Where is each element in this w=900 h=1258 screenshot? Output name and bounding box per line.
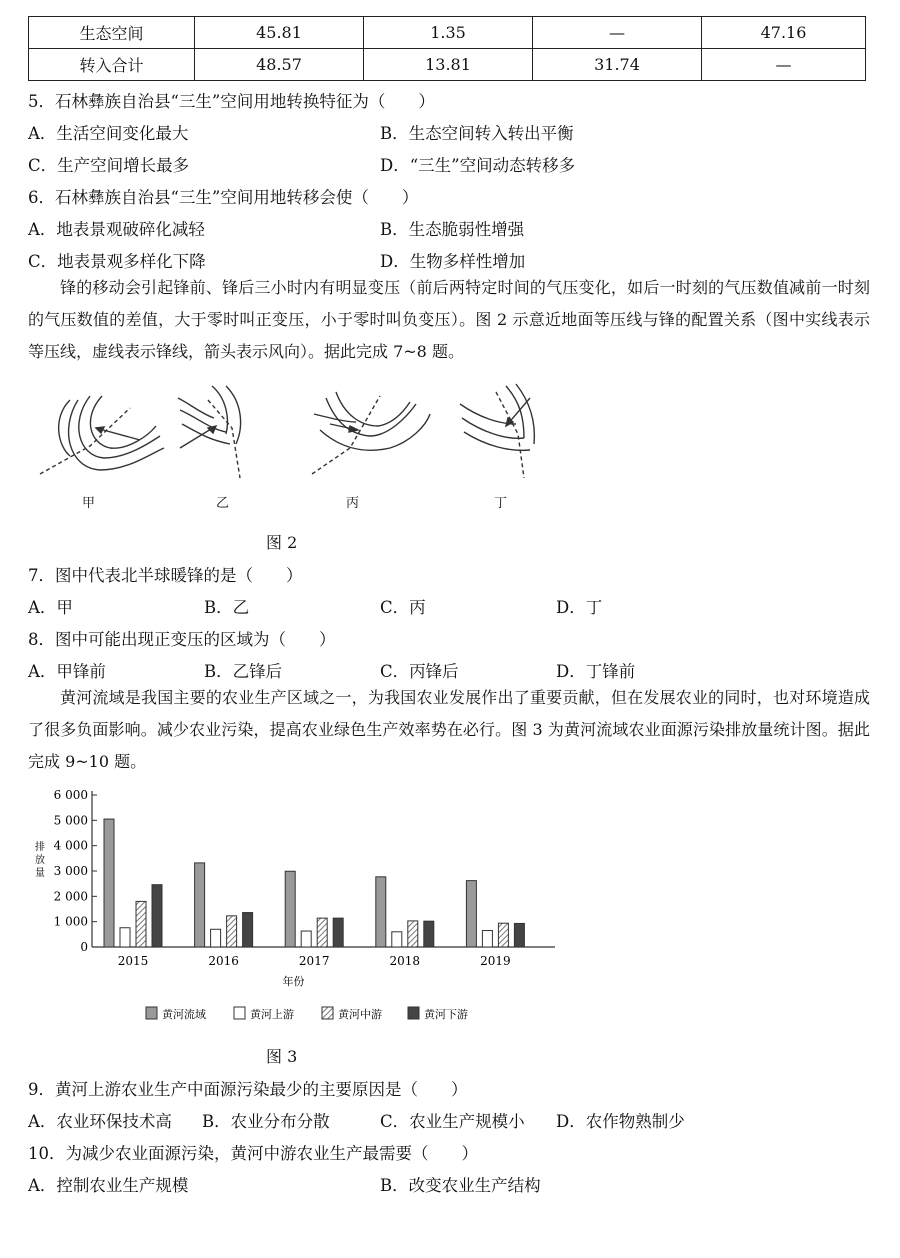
table-cell: 47.16	[702, 17, 866, 49]
land-transfer-table	[28, 16, 866, 81]
panel-bing-diagram	[312, 392, 430, 474]
table-row	[29, 49, 866, 81]
question-7-option-c[interactable]: C．丙	[380, 598, 426, 617]
question-6-option-a[interactable]: A．地表景观破碎化减轻	[28, 220, 205, 239]
legend-label: 黄河下游	[424, 1008, 468, 1021]
legend-label: 黄河中游	[338, 1008, 382, 1021]
bar-黄河上游-2016	[211, 929, 221, 947]
question-10-option-a[interactable]: A．控制农业生产规模	[28, 1176, 189, 1195]
table-cell: —	[702, 49, 866, 81]
question-9-option-c[interactable]: C．农业生产规模小	[380, 1112, 525, 1131]
legend-swatch	[322, 1007, 333, 1019]
passage-front-pressure: 锋的移动会引起锋前、锋后三小时内有明显变压（前后两特定时间的气压变化，如后一时刻的气压数值减前一时刻的气压数值的差值，大于零时叫正变压，小于零时叫负变压）。图 2 示意近地面等压线与锋的配置关系（图中实线表示等压线，虚线表示锋线，箭头表示风向）。据此完成 7~8 题。	[28, 278, 870, 361]
question-8-option-b[interactable]: B．乙锋后	[204, 662, 283, 681]
legend-swatch	[408, 1007, 419, 1019]
bar-黄河流域-2017	[285, 871, 295, 947]
legend-swatch	[234, 1007, 245, 1019]
panel-label-jia: 甲	[82, 496, 96, 511]
question-5-option-a[interactable]: A．生活空间变化最大	[28, 124, 189, 143]
bar-黄河上游-2017	[301, 931, 311, 947]
x-tick-label: 2019	[480, 954, 511, 968]
question-6-stem: 6．石林彝族自治县“三生”空间用地转移会使（ ）	[28, 188, 419, 207]
y-tick-label: 4 000	[53, 838, 88, 853]
question-6-option-c[interactable]: C．地表景观多样化下降	[28, 252, 206, 271]
question-5-option-d[interactable]: D．“三生”空间动态转移多	[380, 156, 576, 175]
question-9-option-a[interactable]: A．农业环保技术高	[28, 1112, 172, 1131]
x-tick-label: 2017	[298, 954, 330, 968]
legend-label: 黄河流域	[162, 1008, 206, 1021]
question-7-stem: 7．图中代表北半球暖锋的是（ ）	[28, 566, 303, 585]
question-8-option-a[interactable]: A．甲锋前	[28, 662, 106, 681]
bar-黄河流域-2015	[104, 819, 114, 947]
bar-黄河上游-2015	[120, 928, 130, 947]
panel-label-yi: 乙	[216, 496, 230, 511]
y-tick-label: 5 000	[53, 813, 88, 828]
bar-黄河下游-2017	[333, 918, 343, 947]
table-cell: 13.81	[364, 49, 533, 81]
x-tick-label: 2016	[208, 954, 239, 968]
bar-黄河流域-2018	[376, 877, 386, 947]
bar-黄河下游-2016	[243, 913, 253, 947]
bar-黄河上游-2019	[482, 931, 492, 947]
question-9-option-d[interactable]: D．农作物熟制少	[556, 1112, 685, 1131]
bar-黄河下游-2018	[424, 921, 434, 947]
table-cell: 1.35	[364, 17, 533, 49]
question-6-option-d[interactable]: D．生物多样性增加	[380, 252, 526, 271]
panel-label-bing: 丙	[346, 496, 360, 511]
question-7-option-a[interactable]: A．甲	[28, 598, 73, 617]
question-7-option-b[interactable]: B．乙	[204, 598, 250, 617]
bar-黄河中游-2018	[408, 921, 418, 947]
bar-黄河下游-2019	[514, 923, 524, 947]
y-axis-label: 排	[35, 842, 45, 853]
bar-黄河流域-2019	[466, 881, 476, 947]
table-row	[29, 17, 866, 49]
question-8-option-d[interactable]: D．丁锋前	[556, 662, 636, 681]
question-10-option-b[interactable]: B．改变农业生产结构	[380, 1176, 541, 1195]
question-5-option-c[interactable]: C．生产空间增长最多	[28, 156, 190, 175]
bar-黄河流域-2016	[195, 863, 205, 947]
x-tick-label: 2018	[389, 954, 421, 968]
figure-3-caption: 图 3	[266, 1047, 298, 1066]
front-isobar-figure	[30, 378, 550, 513]
bar-黄河中游-2015	[136, 901, 146, 947]
question-6-option-b[interactable]: B．生态脆弱性增强	[380, 220, 525, 239]
table-cell: 31.74	[533, 49, 702, 81]
pollution-bar-chart	[30, 784, 570, 1034]
figure-2-caption: 图 2	[266, 533, 298, 552]
question-9-option-b[interactable]: B．农业分布分散	[202, 1112, 330, 1131]
panel-ding-diagram	[460, 384, 534, 478]
question-9-stem: 9．黄河上游农业生产中面源污染最少的主要原因是（ ）	[28, 1080, 468, 1099]
y-tick-label: 1 000	[53, 914, 88, 929]
table-cell: 生态空间	[29, 17, 195, 49]
bar-黄河上游-2018	[392, 932, 402, 947]
table-cell: —	[533, 17, 702, 49]
legend-swatch	[146, 1007, 157, 1019]
question-8-option-c[interactable]: C．丙锋后	[380, 662, 459, 681]
bar-黄河中游-2019	[498, 923, 508, 947]
table-cell: 48.57	[195, 49, 364, 81]
question-8-stem: 8．图中可能出现正变压的区域为（ ）	[28, 630, 336, 649]
question-7-option-d[interactable]: D．丁	[556, 598, 603, 617]
y-axis-label: 量	[35, 868, 45, 879]
question-10-stem: 10．为减少农业面源污染，黄河中游农业生产最需要（ ）	[28, 1144, 478, 1163]
x-axis-label: 年份	[282, 975, 305, 988]
bar-黄河下游-2015	[152, 885, 162, 947]
panel-yi-diagram	[178, 386, 241, 478]
table-cell: 转入合计	[29, 49, 195, 81]
passage-yellow-river: 黄河流域是我国主要的农业生产区域之一，为我国农业发展作出了重要贡献，但在发展农业的同时，也对环境造成了很多负面影响。减少农业污染，提高农业绿色生产效率势在必行。图 3 为黄河流域农业面源污染排放量统计图。据此完成 9~10 题。	[28, 688, 870, 771]
panel-label-ding: 丁	[494, 496, 508, 511]
question-5-stem: 5．石林彝族自治县“三生”空间用地转换特征为（ ）	[28, 92, 435, 111]
legend-label: 黄河上游	[250, 1008, 294, 1021]
y-tick-label: 3 000	[53, 864, 88, 878]
bar-黄河中游-2017	[317, 918, 327, 947]
y-tick-label: 6 000	[53, 788, 88, 802]
y-tick-label: 0	[80, 940, 88, 954]
bar-黄河中游-2016	[227, 916, 237, 947]
table-cell: 45.81	[195, 17, 364, 49]
x-tick-label: 2015	[117, 954, 149, 968]
question-5-option-b[interactable]: B．生态空间转入转出平衡	[380, 124, 574, 143]
y-axis-label: 放	[35, 855, 45, 866]
panel-jia-diagram	[40, 396, 164, 474]
y-tick-label: 2 000	[53, 889, 88, 904]
